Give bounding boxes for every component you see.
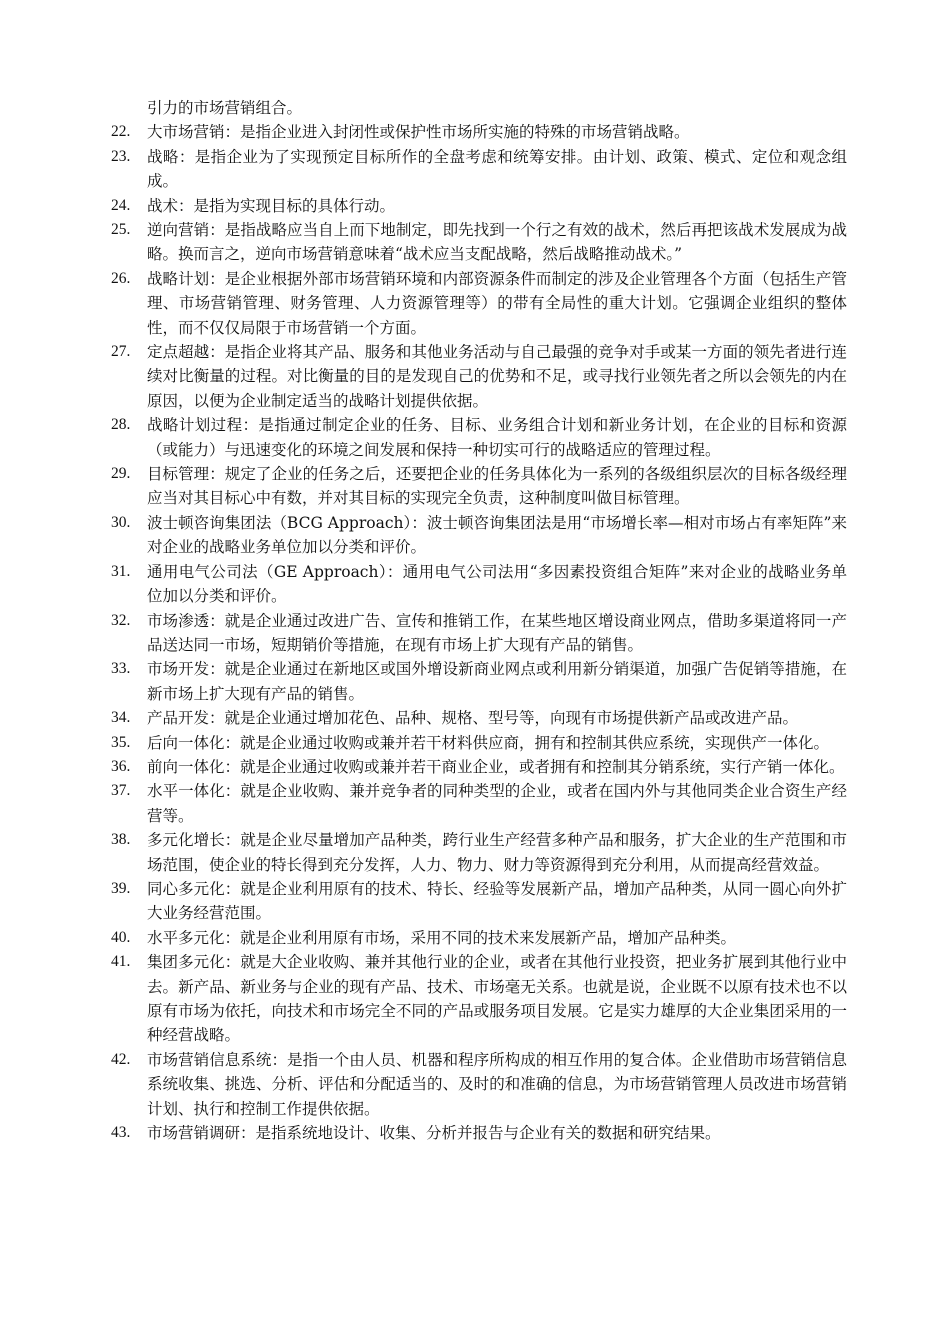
entry-number: 32. [111, 611, 131, 629]
entry-text: 战术：是指为实现目标的具体行动。 [147, 196, 396, 215]
entry-text: 逆向营销：是指战略应当自上而下地制定，即先找到一个行之有效的战术，然后再把该战术发展成为战略。换而言之，逆向市场营销意味着“战术应当支配战略，然后战略推动战术。” [147, 221, 847, 264]
document-page [0, 96, 950, 1145]
glossary-entry-28 [111, 413, 847, 462]
entry-text: 大市场营销：是指企业进入封闭性或保护性市场所实施的特殊的市场营销战略。 [147, 123, 690, 142]
entry-text: 市场开发：就是企业通过在新地区或国外增设新商业网点或利用新分销渠道，加强广告促销等措施，在新市场上扩大现有产品的销售。 [147, 660, 847, 703]
entry-text: 市场营销调研：是指系统地设计、收集、分析并报告与企业有关的数据和研究结果。 [147, 1124, 721, 1143]
entry-text: 产品开发：就是企业通过增加花色、品种、规格、型号等，向现有市场提供新产品或改进产品。 [147, 709, 799, 728]
entry-number: 29. [111, 465, 131, 483]
entry-number: 33. [111, 660, 131, 678]
entry-number: 40. [111, 928, 131, 946]
entry-number: 25. [111, 221, 131, 239]
entry-number: 23. [111, 147, 131, 165]
entry-number: 35. [111, 733, 131, 751]
entry-text: 市场渗透：就是企业通过改进广告、宣传和推销工作，在某些地区增设商业网点，借助多渠道将同一产品送达同一市场，短期销价等措施，在现有市场上扩大现有产品的销售。 [147, 611, 847, 654]
entry-number: 22. [111, 123, 131, 141]
glossary-entry-37 [111, 779, 847, 828]
entry-text: 战略：是指企业为了实现预定目标所作的全盘考虑和统筹安排。由计划、政策、模式、定位和观念组成。 [147, 147, 847, 191]
glossary-entry-42 [111, 1048, 847, 1121]
glossary-entry-36 [111, 755, 847, 779]
entry-text: 多元化增长：就是企业尽量增加产品种类，跨行业生产经营多种产品和服务，扩大企业的生产范围和市场范围，使企业的特长得到充分发挥，人力、物力、财力等资源得到充分利用，从而提高经营效益。 [147, 831, 847, 874]
entry-number: 37. [111, 782, 131, 800]
glossary-entry-24 [111, 194, 847, 218]
glossary-entry-26 [111, 267, 847, 340]
entry-text: 波士顿咨询集团法（BCG Approach）：波士顿咨询集团法是用“市场增长率—相对市场占有率矩阵”来对企业的战略业务单位加以分类和评价。 [147, 513, 847, 557]
entry-number: 39. [111, 879, 131, 897]
glossary-entry-22 [111, 120, 847, 144]
glossary-entry-40 [111, 926, 847, 950]
glossary-entry-35 [111, 731, 847, 755]
glossary-entry-25 [111, 218, 847, 267]
entry-text: 市场营销信息系统：是指一个由人员、机器和程序所构成的相互作用的复合体。企业借助市场营销信息系统收集、挑选、分析、评估和分配适当的、及时的和准确的信息，为市场营销管理人员改进市场营销计划、执行和控制工作提供依据。 [147, 1050, 847, 1118]
entry-text: 战略计划过程：是指通过制定企业的任务、目标、业务组合计划和新业务计划，在企业的目标和资源（或能力）与迅速变化的环境之间发展和保持一种切实可行的战略适应的管理过程。 [147, 416, 847, 459]
glossary-entry-41 [111, 950, 847, 1048]
entry-text: 通用电气公司法（GE Approach）：通用电气公司法用“多因素投资组合矩阵”来对企业的战略业务单位加以分类和评价。 [147, 562, 847, 606]
glossary-entry-23 [111, 145, 847, 194]
entry-text: 定点超越：是指企业将其产品、服务和其他业务活动与自己最强的竞争对手或某一方面的领先者进行连续对比衡量的过程。对比衡量的目的是发现自己的优势和不足，或寻找行业领先者之所以会领先的内在原因，以便为企业制定适当的战略计划提供依据。 [147, 343, 847, 410]
entry-number: 27. [111, 343, 131, 361]
entry-number: 31. [111, 562, 131, 580]
entry-number: 30. [111, 513, 131, 531]
entry-number: 42. [111, 1050, 131, 1068]
glossary-entry-27 [111, 340, 847, 413]
entry-number: 34. [111, 709, 131, 727]
glossary-entry-32 [111, 609, 847, 658]
entry-number: 36. [111, 757, 131, 775]
glossary-entry-33 [111, 657, 847, 706]
glossary-entry-39 [111, 877, 847, 926]
entry-number: 26. [111, 269, 131, 287]
glossary-entry-38 [111, 828, 847, 877]
entry-text: 前向一体化：就是企业通过收购或兼并若干商业企业，或者拥有和控制其分销系统，实行产销一体化。 [147, 757, 845, 776]
entry-text: 目标管理：规定了企业的任务之后，还要把企业的任务具体化为一系列的各级组织层次的目标各级经理应当对其目标心中有数，并对其目标的实现完全负责，这种制度叫做目标管理。 [147, 465, 847, 508]
glossary-entry-29 [111, 462, 847, 511]
entry-number: 24. [111, 196, 131, 214]
glossary-entry-31 [111, 560, 847, 609]
entry-text: 水平一体化：就是企业收购、兼并竞争者的同种类型的企业，或者在国内外与其他同类企业合资生产经营等。 [147, 782, 847, 825]
entry-number: 43. [111, 1124, 131, 1142]
entry-text: 水平多元化：就是企业利用原有市场，采用不同的技术来发展新产品，增加产品种类。 [147, 928, 737, 947]
entry-text: 战略计划：是企业根据外部市场营销环境和内部资源条件而制定的涉及企业管理各个方面（包括生产管理、市场营销管理、财务管理、人力资源管理等）的带有全局性的重大计划。它强调企业组织的整体性，而不仅仅局限于市场营销一个方面。 [147, 269, 847, 337]
glossary-entry-43 [111, 1121, 847, 1145]
entry-text: 同心多元化：就是企业利用原有的技术、特长、经验等发展新产品，增加产品种类，从同一圆心向外扩大业务经营范围。 [147, 879, 847, 923]
entry-number: 28. [111, 416, 131, 434]
entry-text: 集团多元化：就是大企业收购、兼并其他行业的企业，或者在其他行业投资，把业务扩展到其他行业中去。新产品、新业务与企业的现有产品、技术、市场毫无关系。也就是说，企业既不以原有技术也不以原有市场为依托，向技术和市场完全不同的产品或服务项目发展。它是实力雄厚的大企业集团采用的一种经营战略。 [147, 953, 847, 1045]
continuation-text: 引力的市场营销组合。 [147, 99, 303, 117]
entry-text: 后向一体化：就是企业通过收购或兼并若干材料供应商，拥有和控制其供应系统，实现供产一体化。 [147, 733, 830, 752]
entry-number: 41. [111, 953, 131, 971]
entry-number: 38. [111, 831, 131, 849]
glossary-entry-34 [111, 706, 847, 730]
glossary-entry-30 [111, 511, 847, 560]
